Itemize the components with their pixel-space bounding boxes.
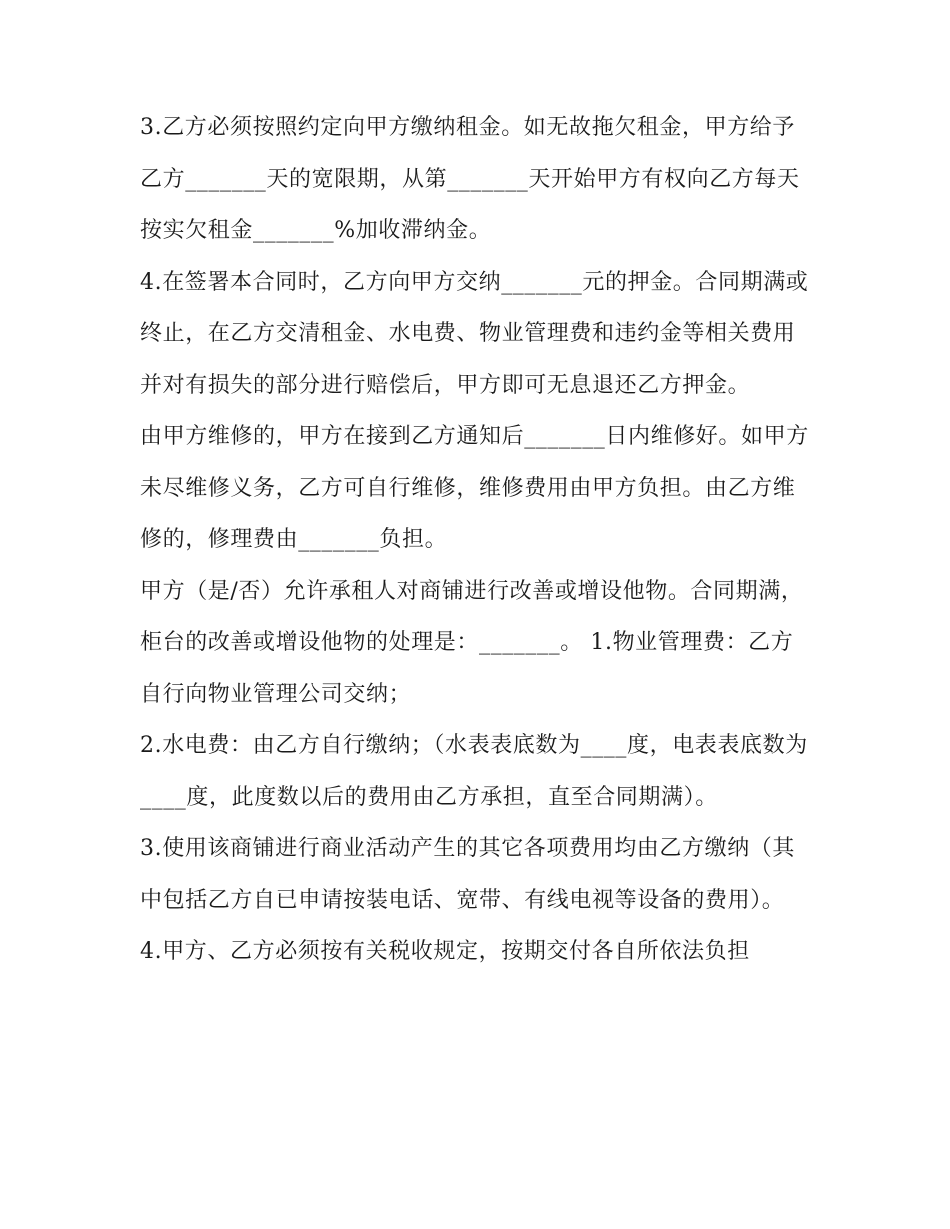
paragraph-taxes: 4.甲方、乙方必须按有关税收规定，按期交付各自所依法负担	[140, 939, 750, 964]
paragraph-maintenance: 由甲方维修的，甲方在接到乙方通知后_______日内维修好。如甲方未尽维修义务，乙方可自行维修，维修费用由甲方负担。由乙方维修的，修理费由_______负担。	[140, 424, 809, 552]
paragraph-rent-payment: 3.乙方必须按照约定向甲方缴纳租金。如无故拖欠租金，甲方给予乙方_______天的宽限期，从第_______天开始甲方有权向乙方每天按实欠租金_______%加收滞纳金。	[140, 115, 800, 243]
paragraph-deposit: 4.在签署本合同时，乙方向甲方交纳_______元的押金。合同期满或终止，在乙方交清租金、水电费、物业管理费和违约金等相关费用并对有损失的部分进行赔偿后，甲方即可无息退还乙方押金。	[140, 269, 809, 398]
paragraph-utilities: 2.水电费：由乙方自行缴纳；（水表表底数为____度，电表表底数为____度，此度数以后的费用由乙方承担，直至合同期满）。	[140, 733, 808, 810]
paragraph-other-fees: 3.使用该商铺进行商业活动产生的其它各项费用均由乙方缴纳（其中包括乙方自已申请按装电话、宽带、有线电视等设备的费用）。	[140, 836, 795, 913]
document-body	[140, 102, 812, 978]
paragraph-improvements-property-fee: 甲方（是/否）允许承租人对商铺进行改善或增设他物。合同期满，柜台的改善或增设他物的处理是：_______。 1.物业管理费：乙方自行向物业管理公司交纳；	[140, 578, 804, 707]
